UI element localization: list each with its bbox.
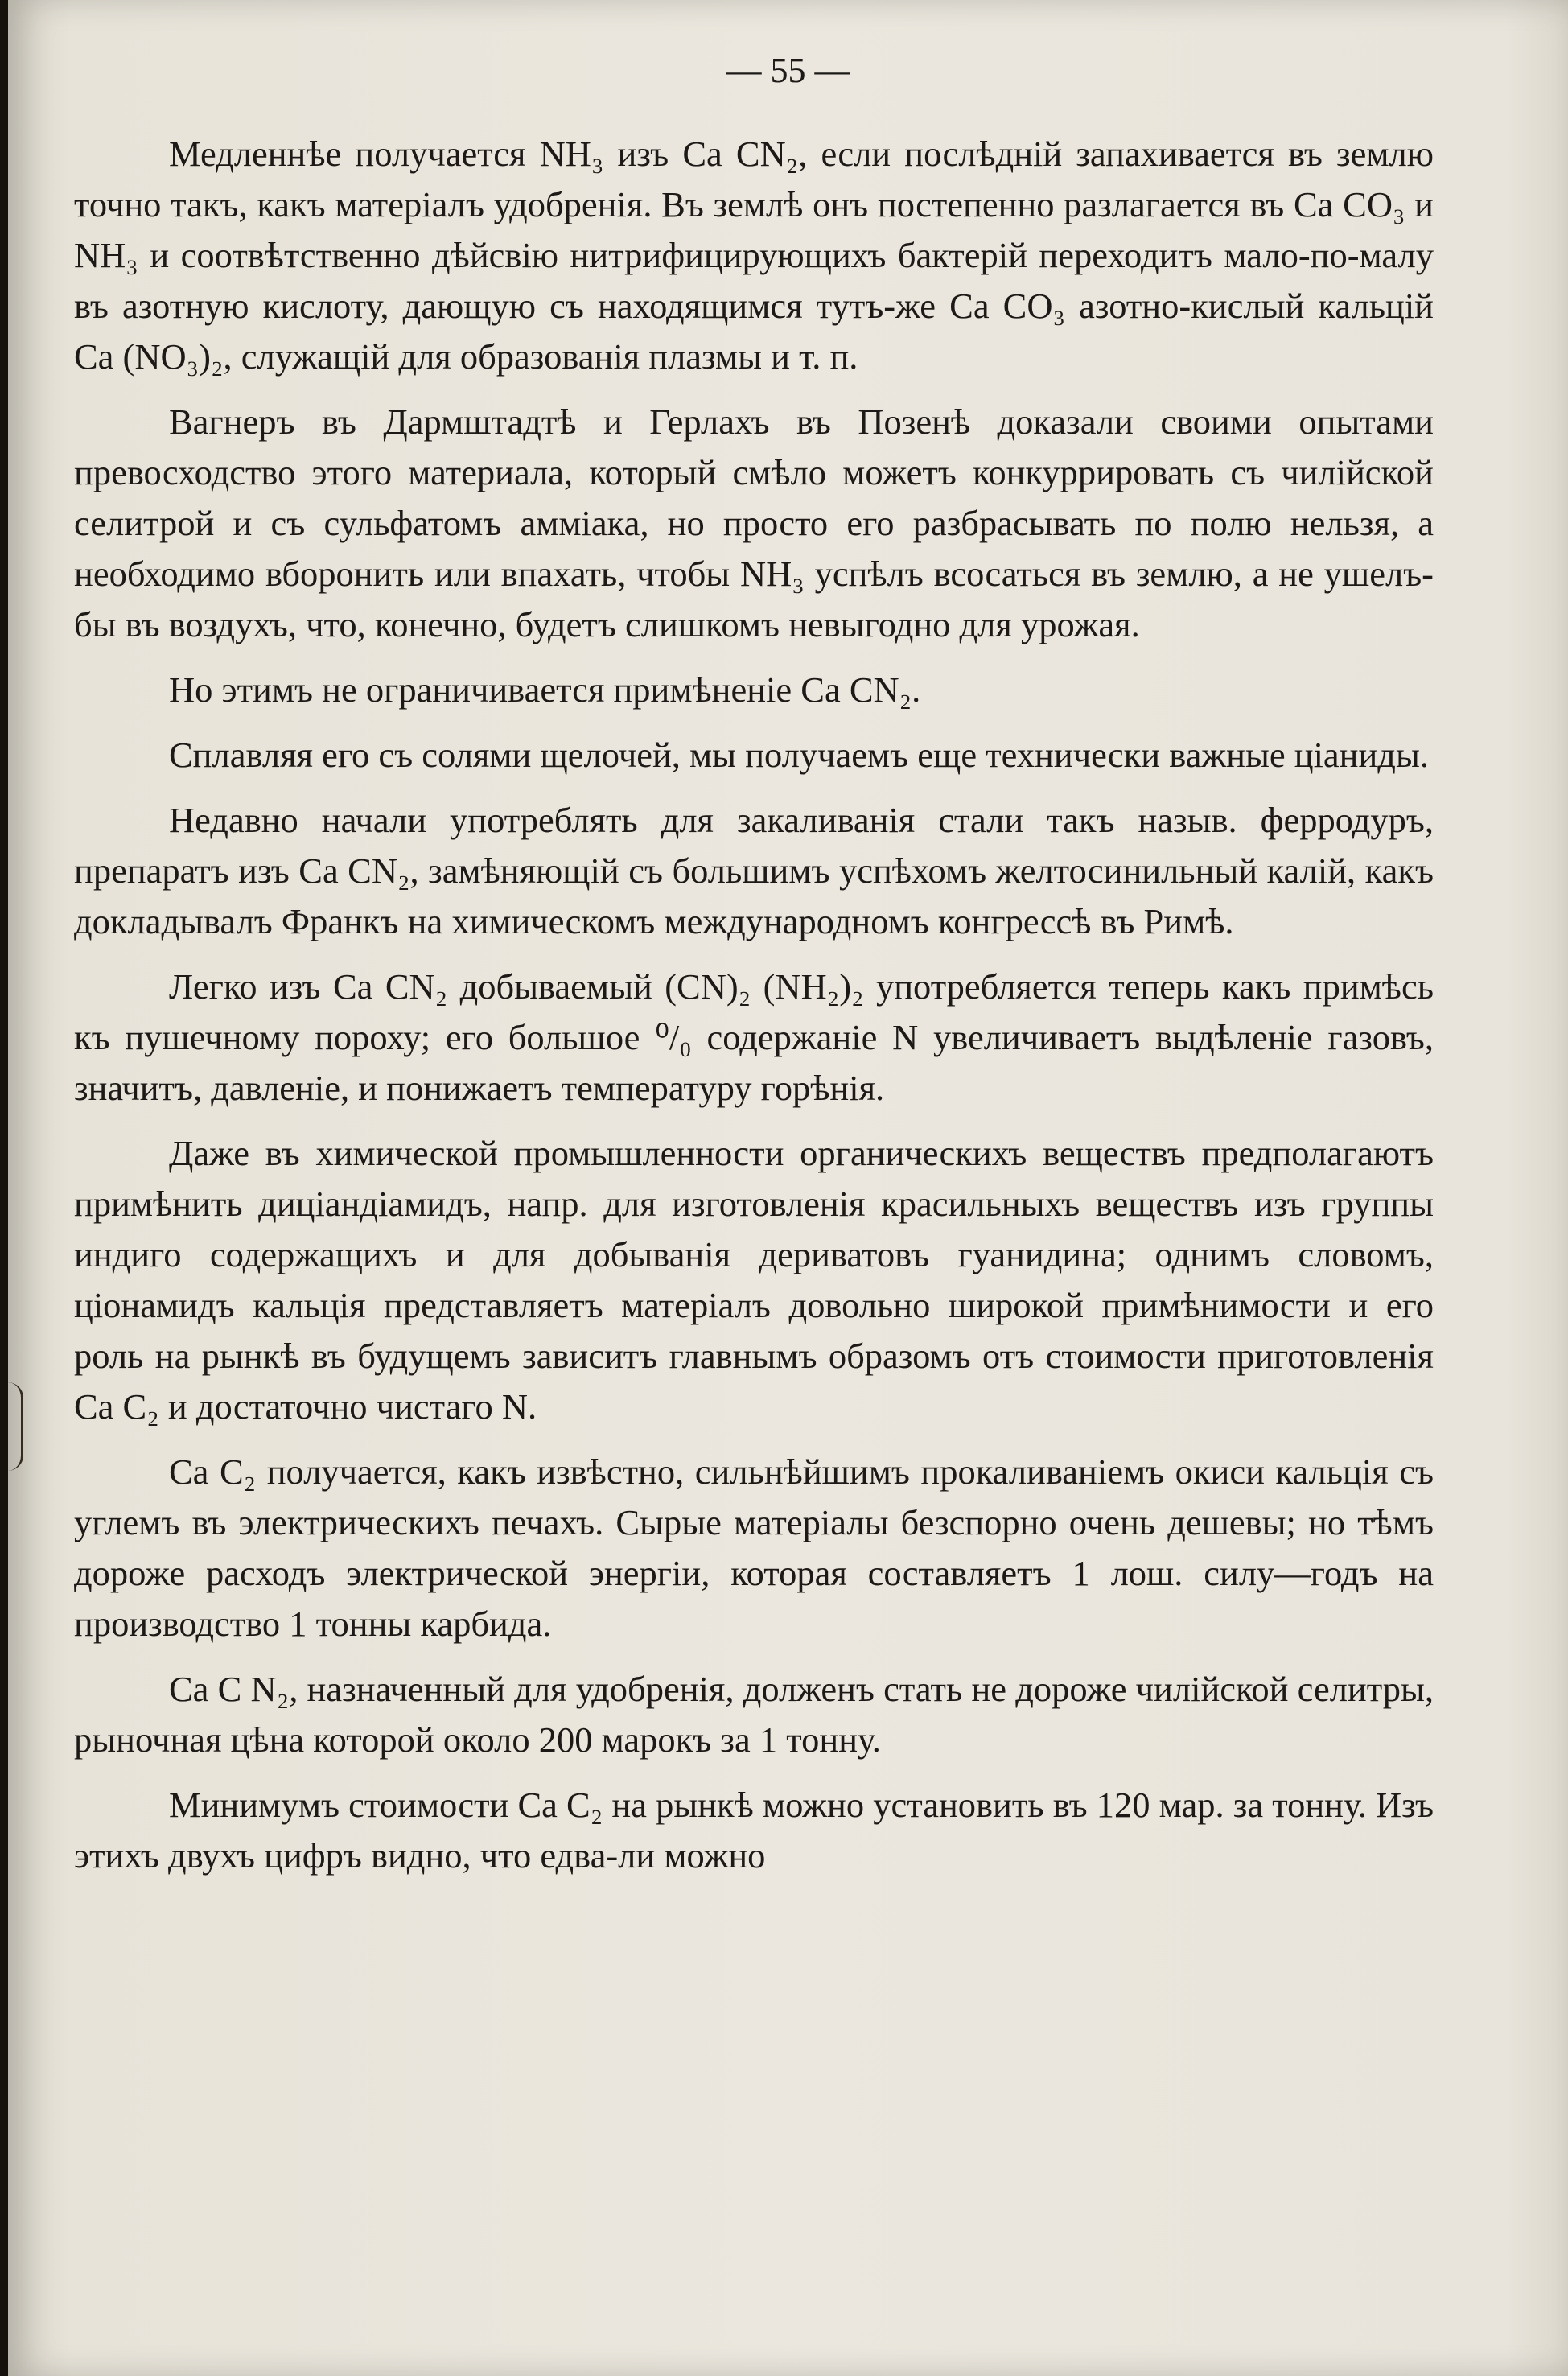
paragraph: Но этимъ не ограничивается примѣненіе Ca CN₂. — [169, 669, 921, 710]
book-page — [8, 0, 1568, 2376]
paragraph: Минимумъ стоимости Ca C₂ на рынкѣ можно установить въ 120 мар. за тонну. Изъ этихъ двухъ цифръ видно, что едва-ли можно — [74, 1785, 1434, 1876]
paragraph: Ca C₂ получается, какъ извѣстно, сильнѣйшимъ прокаливаніемъ окиси кальція съ углемъ въ электрическихъ печахъ. Сырые матеріалы безспорно очень дешевы; но тѣмъ дороже расходъ электрической энергіи, которая составляетъ 1 лош. силу—годъ на производство 1 тонны карбида. — [74, 1452, 1434, 1644]
page-edge-notch — [8, 1382, 23, 1471]
paragraph: Даже въ химической промышленности органическихъ веществъ предполагаютъ примѣнить диціандіамидъ, напр. для изготовленія красильныхъ веществъ изъ группы индиго содержащихъ и для добыванія дериватовъ гуанидина; однимъ словомъ, ціонамидъ кальція представляетъ матеріалъ довольно широкой примѣнимости и его роль на рынкѣ въ будущемъ зависитъ главнымъ образомъ отъ стоимости приготовленія Ca C₂ и достаточно чистаго N. — [74, 1133, 1434, 1427]
paragraph: Вагнеръ въ Дармштадтѣ и Герлахъ въ Позенѣ доказали своими опытами превосходство этого материала, который смѣло можетъ конкуррировать съ чилійской селитрой и съ сульфатомъ амміака, но просто его разбрасывать по полю нельзя, а необходимо вборонить или впахать, чтобы NH₃ успѣлъ всосаться въ землю, а не ушелъ-бы въ воздухъ, что, конечно, будетъ слишкомъ невыгодно для урожая. — [74, 401, 1434, 644]
body-text — [74, 129, 1434, 1896]
paragraph: Медленнѣе получается NH₃ изъ Ca CN₂, если послѣдній запахивается въ землю точно такъ, какъ матеріалъ удобренія. Въ землѣ онъ постепенно разлагается въ Ca CO₃ и NH₃ и соотвѣтственно дѣйсвію нитрифицирующихъ бактерій переходитъ мало-по-малу въ азотную кислоту, дающую съ находящимся тутъ-же Ca CO₃ азотно-кислый кальцій Ca (NO₃)₂, служащій для образованія плазмы и т. п. — [74, 134, 1434, 377]
paragraph: Легко изъ Ca CN₂ добываемый (CN)₂ (NH₂)₂ употребляется теперь какъ примѣсь къ пушечному пороху; его большое ⁰/₀ содержаніе N увеличиваетъ выдѣленіе газовъ, значитъ, давленіе, и понижаетъ температуру горѣнія. — [74, 966, 1434, 1108]
paragraph: Ca C N₂, назначенный для удобренія, долженъ стать не дороже чилійской селитры, рыночная цѣна которой около 200 марокъ за 1 тонну. — [74, 1669, 1434, 1760]
paragraph: Недавно начали употреблять для закаливанія стали такъ назыв. ферродуръ, препаратъ изъ Ca CN₂, замѣняющій съ большимъ успѣхомъ желтосинильный калій, какъ докладывалъ Франкъ на химическомъ международномъ конгрессѣ въ Римѣ. — [74, 800, 1434, 941]
paragraph: Сплавляя его съ солями щелочей, мы получаемъ еще технически важные ціаниды. — [169, 735, 1429, 775]
page-number: — 55 — — [726, 51, 850, 90]
